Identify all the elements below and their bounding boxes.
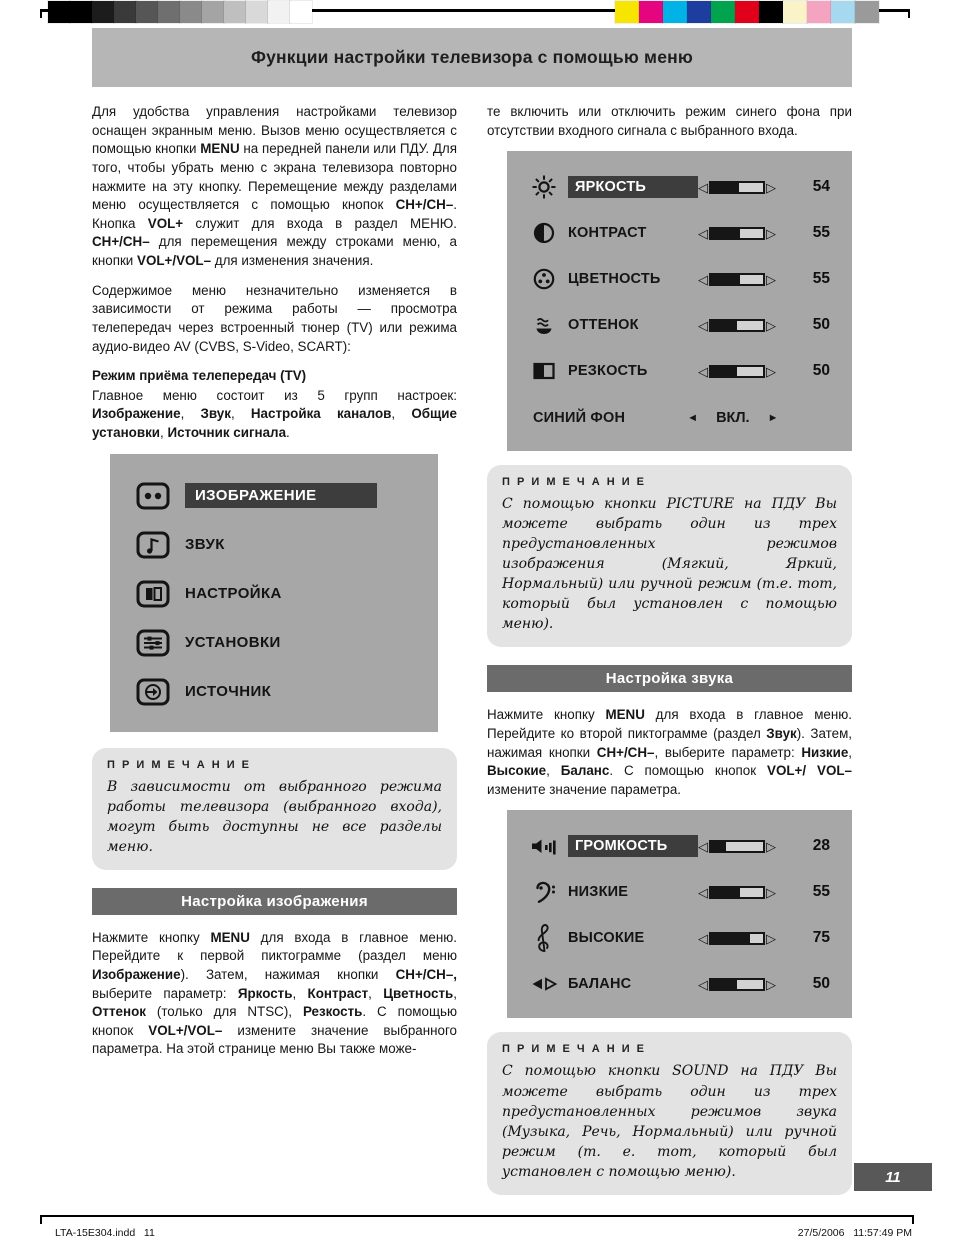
calibration-swatch [268, 1, 290, 23]
options-icon [136, 629, 170, 657]
main-menu-item-tuning [136, 578, 412, 610]
slider-track-contrast [709, 227, 765, 240]
calibration-swatch [783, 1, 807, 23]
calibration-swatch [136, 1, 158, 23]
calibration-swatch [855, 1, 879, 23]
footer-rule [40, 1215, 914, 1217]
section-sound-settings: Настройка звука [487, 665, 852, 692]
calibration-swatch [735, 1, 759, 23]
balance-icon [529, 974, 559, 994]
slider-row-treble [529, 924, 830, 952]
sharpness-icon [529, 360, 559, 382]
slider-value-bass: 55 [812, 883, 830, 901]
main-menu-label-source: ИСТОЧНИК [185, 683, 272, 701]
calibration-swatch [615, 1, 639, 23]
grayscale-swatches [48, 1, 312, 23]
increase-arrow-icon: ▷ [766, 838, 776, 854]
slider-track-tint [709, 319, 765, 332]
slider-row-brightness [529, 173, 830, 201]
source-icon [136, 678, 170, 706]
increase-arrow-icon: ▷ [766, 884, 776, 900]
music-note-icon [136, 531, 170, 559]
slider-row-balance [529, 970, 830, 998]
calibration-swatch [114, 1, 136, 23]
note-picture-modes [487, 465, 852, 647]
footer [55, 1227, 912, 1239]
calibration-swatch [759, 1, 783, 23]
paragraph-bluescreen: те включить или отключить режим синего фона при отсутствии входного сигнала с выбранного входа. [487, 104, 852, 138]
decrease-arrow-icon: ◁ [698, 976, 708, 992]
main-menu-item-options [136, 627, 412, 659]
increase-arrow-icon: ▷ [766, 363, 776, 379]
page-header [92, 28, 852, 87]
decrease-arrow-icon: ◁ [698, 225, 708, 241]
slider-value-sharpness: 50 [812, 362, 830, 380]
footer-timestamp: 27/5/2006 11:57:49 PM [797, 1227, 912, 1239]
tv-mode-heading: Режим приёма телепередач (TV) [92, 368, 307, 384]
calibration-swatch [70, 1, 92, 23]
calibration-swatch [224, 1, 246, 23]
calibration-swatch [687, 1, 711, 23]
slider-row-color [529, 265, 830, 293]
calibration-swatch [807, 1, 831, 23]
slider-label-treble: ВЫСОКИЕ [568, 930, 645, 947]
calibration-swatch [48, 1, 70, 23]
slider-row-volume [529, 832, 830, 860]
decrease-arrow-icon: ◁ [698, 363, 708, 379]
increase-arrow-icon: ▷ [766, 976, 776, 992]
calibration-swatch [831, 1, 855, 23]
increase-arrow-icon: ▷ [766, 225, 776, 241]
paragraph-picture-settings: Нажмите кнопку MENU для входа в главное меню. Перейдите к первой пиктограмме (раздел меню Изображение). Затем, нажимая кнопки CH+/CH–, выберите параметр: Яркость, Контраст, Цветность, Оттенок (только для NTSC), Резкость. С помощью кнопок VOL+/VOL– измените значение выбранного параметра. На этой странице меню Вы также може- [92, 929, 458, 1057]
page-title: Функции настройки телевизора с помощью меню [250, 47, 694, 67]
calibration-swatch [711, 1, 735, 23]
slider-value-color: 55 [812, 270, 830, 288]
page-number: 11 [885, 1168, 901, 1186]
note-title: П Р И М Е Ч А Н И Е [502, 476, 647, 489]
paragraph-intro: Для удобства управления настройками телевизор оснащен экранным меню. Вызов меню осуществляется с помощью кнопки MENU на передней панели или ПДУ. Для того, чтобы убрать меню с экрана телевизора повторно нажмите на эту кнопку. Перемещение между разделами меню осуществляется с помощью кнопок CH+/CH–. Кнопка VOL+ служит для входа в раздел МЕНЮ. CH+/CH– для перемещения между строками меню, а кнопки VOL+/VOL– для изменения значения. [92, 104, 457, 268]
decrease-arrow-icon: ◁ [698, 179, 708, 195]
left-arrow-icon: ◄ [687, 411, 699, 424]
slider-label-brightness: ЯРКОСТЬ [568, 176, 698, 198]
left-column [92, 103, 457, 1208]
increase-arrow-icon: ▷ [766, 317, 776, 333]
calibration-swatch [663, 1, 687, 23]
slider-track-brightness [709, 181, 765, 194]
right-column [487, 103, 852, 1208]
slider-row-sharpness [529, 357, 830, 385]
note-body: С помощью кнопки PICTURE на ПДУ Вы можете выбрать один из трех предустановленных режимов изображения (Мягкий, Яркий, Нормальный) или ручной режим (т.е. тот, который был установлен с помощью меню). [502, 496, 837, 633]
picture-icon [136, 482, 170, 510]
main-menu-item-picture [136, 480, 412, 512]
slider-track-balance [709, 978, 765, 991]
note-sound-modes [487, 1032, 852, 1194]
decrease-arrow-icon: ◁ [698, 838, 708, 854]
right-arrow-icon: ► [767, 411, 779, 424]
slider-row-bass [529, 878, 830, 906]
main-menu-item-source [136, 676, 412, 708]
calibration-swatch [180, 1, 202, 23]
paragraph-menu-modes: Содержимое меню незначительно изменяется в зависимости от режима работы — просмотра телепередач через встроенный тюнер (TV) или режима аудио-видео AV (CVBS, S-Video, SCART): [92, 282, 457, 354]
increase-arrow-icon: ▷ [766, 271, 776, 287]
note-body: С помощью кнопки SOUND на ПДУ Вы можете выбрать один из трех предустановленных режимов звука (Музыка, Речь, Нормальный) или ручной режим (т. е. тот, который был установлен с помощью меню). [502, 1063, 837, 1180]
slider-value-balance: 50 [812, 975, 830, 993]
slider-track-bass [709, 886, 765, 899]
main-menu-label-options: УСТАНОВКИ [185, 634, 281, 652]
calibration-swatch [202, 1, 224, 23]
page-number-badge [854, 1163, 932, 1191]
slider-label-volume: ГРОМКОСТЬ [568, 835, 698, 857]
calibration-swatch [158, 1, 180, 23]
slider-track-color [709, 273, 765, 286]
contrast-icon [529, 221, 559, 245]
slider-row-contrast [529, 219, 830, 247]
slider-label-sharpness: РЕЗКОСТЬ [568, 363, 648, 380]
blue-screen-value: ВКЛ. [716, 410, 750, 427]
increase-arrow-icon: ▷ [766, 930, 776, 946]
decrease-arrow-icon: ◁ [698, 930, 708, 946]
section-picture-settings: Настройка изображения [92, 888, 457, 915]
slider-label-tint: ОТТЕНОК [568, 317, 639, 334]
note-menu-sections [92, 748, 457, 870]
slider-value-brightness: 54 [812, 178, 830, 196]
brightness-icon [529, 174, 559, 200]
footer-file-name: LTA-15E304.indd 11 [55, 1227, 155, 1239]
tuning-icon [136, 580, 170, 608]
slider-value-tint: 50 [812, 316, 830, 334]
calibration-swatch [639, 1, 663, 23]
slider-row-tint [529, 311, 830, 339]
note-title: П Р И М Е Ч А Н И Е [502, 1043, 647, 1056]
slider-track-volume [709, 840, 765, 853]
main-menu-label-sound: ЗВУК [185, 536, 225, 554]
paragraph-menu-groups: Главное меню состоит из 5 групп настроек: Изображение, Звук, Настройка каналов, Общие установки, Источник сигнала. [92, 387, 457, 440]
slider-track-treble [709, 932, 765, 945]
color-swatches [615, 1, 879, 23]
sound-menu-screenshot [507, 810, 852, 1018]
slider-value-contrast: 55 [812, 224, 830, 242]
slider-label-bass: НИЗКИЕ [568, 884, 629, 901]
decrease-arrow-icon: ◁ [698, 317, 708, 333]
volume-icon [529, 834, 559, 858]
main-menu-label-tuning: НАСТРОЙКА [185, 585, 282, 603]
blue-screen-label: СИНИЙ ФОН [533, 410, 626, 427]
slider-track-sharpness [709, 365, 765, 378]
calibration-swatch [290, 1, 312, 23]
slider-value-volume: 28 [812, 837, 830, 855]
color-icon [529, 267, 559, 291]
bass-clef-icon [529, 879, 559, 905]
content-columns [92, 103, 852, 1208]
slider-label-balance: БАЛАНС [568, 976, 632, 993]
treble-clef-icon [529, 924, 559, 952]
slider-label-color: ЦВЕТНОСТЬ [568, 271, 661, 288]
note-body: В зависимости от выбранного режима работы телевизора (выбранного входа), могут быть доступны не все разделы меню. [107, 778, 442, 855]
paragraph-sound-settings: Нажмите кнопку MENU для входа в главное меню. Перейдите ко второй пиктограмме (раздел Звук). Затем, нажимая кнопки CH+/CH–, выберите параметр: Низкие, Высокие, Баланс. С помощью кнопок VOL+/ VOL– измените значение параметра. [487, 707, 853, 797]
slider-value-treble: 75 [812, 929, 830, 947]
main-menu-label-picture: ИЗОБРАЖЕНИЕ [185, 483, 377, 508]
note-title: П Р И М Е Ч А Н И Е [107, 758, 252, 771]
blue-screen-row [529, 405, 830, 431]
tint-icon [529, 313, 559, 337]
decrease-arrow-icon: ◁ [698, 271, 708, 287]
increase-arrow-icon: ▷ [766, 179, 776, 195]
picture-menu-screenshot [507, 151, 852, 451]
decrease-arrow-icon: ◁ [698, 884, 708, 900]
main-menu-item-sound [136, 529, 412, 561]
main-menu-screenshot [110, 454, 438, 732]
calibration-swatch [246, 1, 268, 23]
slider-label-contrast: КОНТРАСТ [568, 225, 647, 242]
calibration-swatch [92, 1, 114, 23]
